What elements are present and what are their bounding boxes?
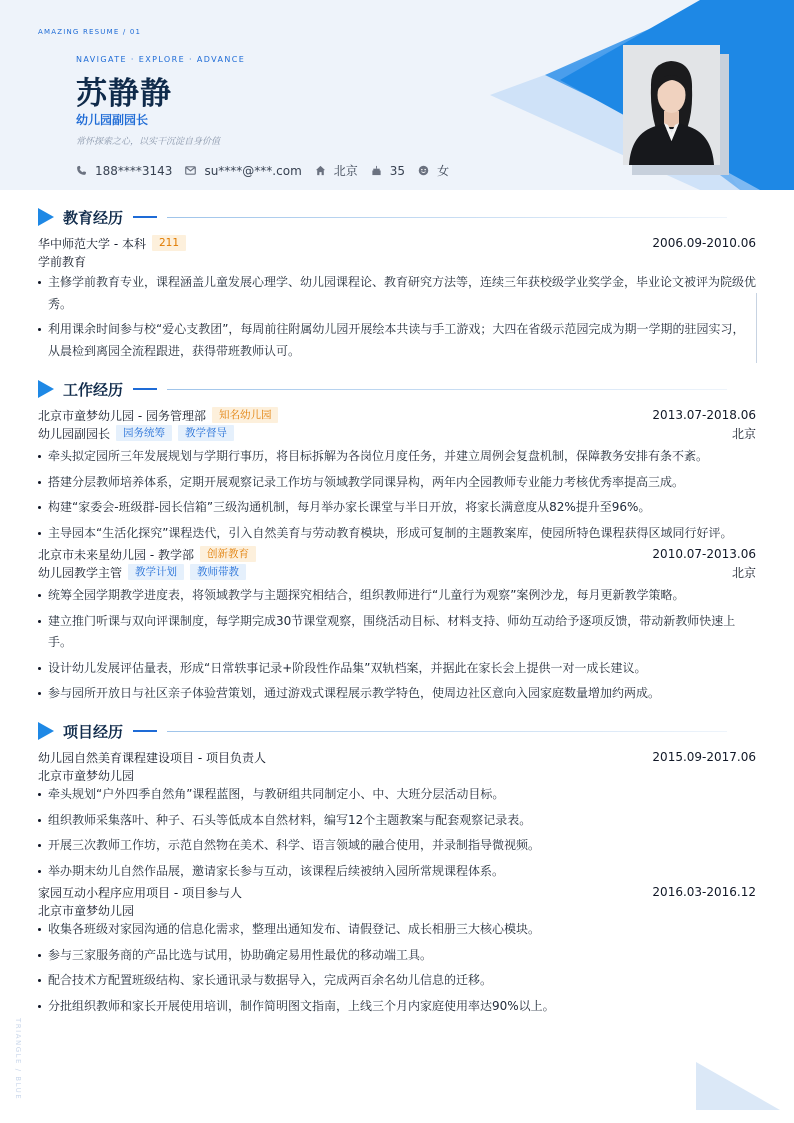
education-date: 2006.09-2010.06 (652, 236, 756, 250)
skill-tag: 教学督导 (178, 425, 234, 441)
section-divider (167, 389, 727, 390)
gender-value: 女 (437, 164, 450, 178)
project-bullets (38, 919, 756, 1017)
project-row (38, 748, 756, 766)
section-header (38, 380, 756, 398)
project-bullets (38, 784, 756, 882)
candidate-name: 苏静静 (76, 76, 172, 112)
school-name: 华中师范大学 - 本科 (38, 236, 146, 251)
list-item: 参与园所开放日与社区亲子体验营策划，通过游戏式课程展示教学特色，使周边社区意向入园家庭数量增加约两成。 (38, 683, 756, 705)
list-item: 分批组织教师和家长开展使用培训，制作简明图文指南，上线三个月内家庭使用率达90%以上。 (38, 996, 756, 1018)
contact-gender (418, 162, 449, 179)
job-date: 2013.07-2018.06 (652, 408, 756, 422)
list-item: 组织教师采集落叶、种子、石头等低成本自然材料，编写12个主题教案与配套观察记录表。 (38, 810, 756, 832)
project-date: 2016.03-2016.12 (652, 885, 756, 899)
email-icon (185, 165, 196, 176)
job-bullets (38, 446, 756, 544)
list-item: 配合技术方配置班级结构、家长通讯录与数据导入，完成两百余名幼儿信息的迁移。 (38, 970, 756, 992)
triangle-icon (38, 722, 54, 740)
school-tag: 211 (152, 235, 186, 251)
project-org: 北京市童梦幼儿园 (38, 768, 135, 783)
section-header (38, 722, 756, 740)
education-section (38, 208, 756, 362)
tagline: NAVIGATE · EXPLORE · ADVANCE (76, 55, 246, 64)
footer-triangle (696, 1062, 794, 1123)
section-title: 项目经历 (63, 722, 124, 741)
contact-phone (76, 164, 172, 178)
city-value: 北京 (333, 164, 358, 178)
list-item: 构建“家委会-班级群-园长信箱”三级沟通机制，每月举办家长课堂与半日开放，将家长满意度从82%提升至96%。 (38, 497, 756, 519)
skill-tag: 教师带教 (190, 564, 246, 580)
project-name: 幼儿园自然美育课程建设项目 - 项目负责人 (38, 750, 266, 765)
project-org: 北京市童梦幼儿园 (38, 903, 135, 918)
job-row (38, 545, 756, 563)
job-position-row (38, 563, 756, 581)
job-date: 2010.07-2013.06 (652, 547, 756, 561)
list-item: 统筹全园学期教学进度表，将领域教学与主题探究相结合，组织教师进行“儿童行为观察”案例沙龙，每月更新教学策略。 (38, 585, 756, 607)
cake-icon (371, 165, 382, 176)
skill-tag: 园务统筹 (116, 425, 172, 441)
side-divider (756, 293, 757, 363)
triangle-icon (38, 208, 54, 226)
project-date: 2015.09-2017.06 (652, 750, 756, 764)
profile-photo (623, 45, 720, 165)
major: 学前教育 (38, 254, 87, 269)
projects-section (38, 722, 756, 1017)
section-divider (167, 731, 727, 732)
org-tag: 知名幼儿园 (212, 407, 279, 423)
email-value: su****@***.com (204, 163, 302, 178)
project-org-row (38, 766, 756, 784)
job-location: 北京 (731, 565, 756, 580)
top-label: AMAZING RESUME / 01 (38, 28, 142, 36)
phone-value: 188****3143 (95, 163, 173, 178)
job-row (38, 406, 756, 424)
contact-email (185, 164, 301, 178)
project-row (38, 883, 756, 901)
candidate-role: 幼儿园副园长 (76, 113, 149, 127)
phone-icon (76, 165, 87, 176)
job-position-row (38, 424, 756, 442)
education-row (38, 234, 756, 252)
home-icon (315, 165, 326, 176)
major-row (38, 252, 756, 270)
smile-icon (418, 165, 429, 176)
list-item: 开展三次教师工作坊，示范自然物在美术、科学、语言领域的融合使用，并录制指导微视频。 (38, 835, 756, 857)
education-bullets (38, 272, 756, 362)
list-item: 牵头规划“户外四季自然角”课程蓝图，与教研组共同制定小、中、大班分层活动目标。 (38, 784, 756, 806)
age-value: 35 (389, 163, 406, 178)
job-bullets (38, 585, 756, 705)
list-item: 建立推门听课与双向评课制度，每学期完成30节课堂观察，围绕活动目标、材料支持、师幼互动给予逐项反馈，带动新教师快速上手。 (38, 611, 756, 654)
list-item: 利用课余时间参与校“爱心支教团”，每周前往附属幼儿园开展绘本共读与手工游戏；大四在省级示范园完成为期一学期的驻园实习，从晨检到离园全流程跟进，获得带班教师认可。 (38, 319, 756, 362)
job-org: 北京市童梦幼儿园 - 园务管理部 (38, 408, 206, 423)
triangle-icon (38, 380, 54, 398)
contact-age (371, 164, 405, 178)
section-dash (133, 730, 157, 732)
motto: 常怀探索之心，以实干沉淀自身价值 (76, 137, 221, 147)
job-position: 幼儿园副园长 (38, 426, 111, 441)
list-item: 搭建分层教师培养体系，定期开展观察记录工作坊与领域教学同课异构，两年内全园教师专业能力考核优秀率提高三成。 (38, 472, 756, 494)
org-tag: 创新教育 (200, 546, 256, 562)
section-title: 工作经历 (63, 380, 124, 399)
job-location: 北京 (731, 426, 756, 441)
list-item: 参与三家服务商的产品比选与试用，协助确定易用性最优的移动端工具。 (38, 945, 756, 967)
list-item: 举办期末幼儿自然作品展，邀请家长参与互动，该课程后续被纳入园所常规课程体系。 (38, 861, 756, 883)
job-position: 幼儿园教学主管 (38, 565, 123, 580)
section-dash (133, 216, 157, 218)
project-name: 家园互动小程序应用项目 - 项目参与人 (38, 885, 242, 900)
work-section (38, 380, 756, 705)
list-item: 设计幼儿发展评估量表，形成“日常轶事记录+阶段性作品集”双轨档案，并据此在家长会上提供一对一成长建议。 (38, 658, 756, 680)
skill-tag: 教学计划 (128, 564, 184, 580)
side-label: TRIANGLE / BLUE (14, 1018, 22, 1101)
list-item: 收集各班级对家园沟通的信息化需求，整理出通知发布、请假登记、成长相册三大核心模块。 (38, 919, 756, 941)
contact-bar (76, 162, 462, 179)
section-divider (167, 217, 727, 218)
project-org-row (38, 901, 756, 919)
contact-city (315, 162, 358, 179)
list-item: 主修学前教育专业，课程涵盖儿童发展心理学、幼儿园课程论、教育研究方法等，连续三年获校级学业奖学金，毕业论文被评为院级优秀。 (38, 272, 756, 315)
job-org: 北京市未来星幼儿园 - 教学部 (38, 547, 194, 562)
list-item: 牵头拟定园所三年发展规划与学期行事历，将目标拆解为各岗位月度任务，并建立周例会复盘机制，保障教务安排有条不紊。 (38, 446, 756, 468)
section-header (38, 208, 756, 226)
section-dash (133, 388, 157, 390)
section-title: 教育经历 (63, 208, 124, 227)
list-item: 主导园本“生活化探究”课程迭代，引入自然美育与劳动教育模块，形成可复制的主题教案库，使园所特色课程获得区域同行好评。 (38, 523, 756, 545)
